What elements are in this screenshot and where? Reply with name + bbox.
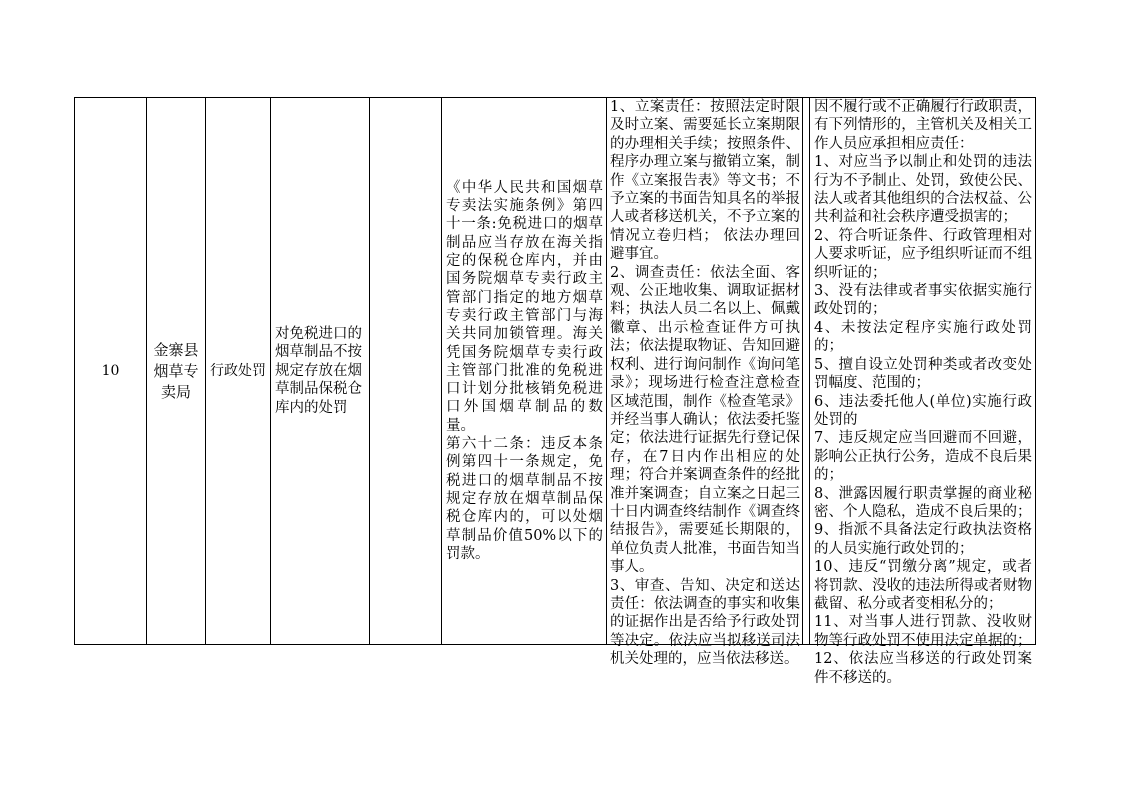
responsibility-cell bbox=[607, 98, 803, 668]
blank-cell bbox=[370, 98, 442, 645]
power-list-table bbox=[74, 97, 1036, 686]
table-row bbox=[75, 98, 1036, 645]
accountability-text: 因不履行或不正确履行行政职责，有下列情形的，主管机关及相关工作人员应承担相应责任： 1、对应当予以制止和处罚的违法行为不予制止、处罚，致使公民、法人或者其他组织的合法权益、公共利益和社会秩序遭受损害的； 2、符合听证条件、行政管理相对人要求听证，应予组织听证而不组织听证的； 3、没有法律或者事实依据实施行政处罚的； 4、未按法定程序实施行政处罚的； 5、擅自设立处罚种类或者改变处罚幅度、范围的； 6、违法委托他人(单位)实施行政处罚的 7、违反规定应当回避而不回避，影响公正执行公务，造成不良后果的； 8、泄露因履行职责掌握的商业秘密、个人隐私，造成不良后果的； 9、指派不具备法定行政执法资格的人员实施行政处罚的； 10、违反“罚缴分离”规定，或者将罚款、没收的违法所得或者财物截留、私分或者变相私分的； 11、对当事人进行罚款、没收财物等行政处罚不使用法定单据的； 12、依法应当移送的行政处罚案件不移送的。 bbox=[814, 99, 1032, 686]
row-number-cell bbox=[75, 98, 147, 645]
item-name: 对免税进口的烟草制品不按规定存放在烟草制品保税仓库内的处罚 bbox=[275, 325, 362, 416]
department-name: 金寨县烟草专卖局 bbox=[153, 340, 199, 401]
power-type-cell bbox=[206, 98, 271, 645]
department-cell bbox=[147, 98, 206, 645]
column-divider bbox=[803, 98, 810, 645]
responsibility-text: 1、立案责任：按照法定时限及时立案、需要延长立案期限的办理相关手续；按照条件、程序办理立案与撤销立案，制作《立案报告表》等文书；不予立案的书面告知具名的举报人或者移送机关，不予立案的情况立卷归档； 依法办理回避事宜。 2、调查责任：依法全面、客观、公正地收集、调取证据材料；执法人员二名以上、佩戴徽章、出示检查证件方可执法；依法提取物证、告知回避权利、进行询问制作《询问笔录》；现场进行检查注意检查区域范围，制作《检查笔录》并经当事人确认；依法委托鉴定；依法进行证据先行登记保存，在7日内作出相应的处理；符合并案调查条件的经批准并案调查；自立案之日起三十日内调查终结制作《调查终结报告》，需要延长期限的，单位负责人批准，书面告知当事人。 3、审查、告知、决定和送达责任：依法调查的事实和收集的证据作出是否给予行政处罚等决定。依法应当拟移送司法机关处理的，应当依法移送。 bbox=[610, 99, 800, 668]
item-name-cell bbox=[271, 98, 370, 645]
row-number: 10 bbox=[101, 363, 120, 379]
legal-basis-cell bbox=[442, 98, 607, 645]
power-type: 行政处罚 bbox=[210, 363, 266, 379]
accountability-cell bbox=[810, 98, 1036, 686]
legal-basis-text: 《中华人民共和国烟草专卖法实施条例》第四十一条:免税进口的烟草制品应当存放在海关指定的保税仓库内，并由国务院烟草专卖行政主管部门指定的地方烟草专卖行政主管部门与海关共同加锁管理。海关凭国务院烟草专卖行政主管部门批准的免税进口计划分批核销免税进口外国烟草制品的数量。 第六十二条：违反本条例第四十一条规定，免税进口的烟草制品不按规定存放在烟草制品保税仓库内的，可以处烟草制品价值50%以下的罚款。 bbox=[446, 179, 603, 562]
